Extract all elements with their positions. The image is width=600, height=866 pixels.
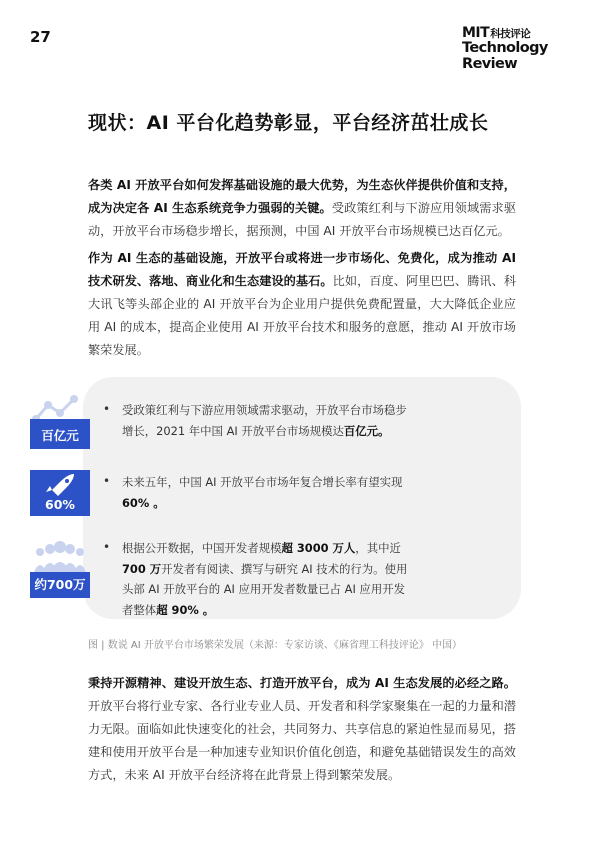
paragraph-1-bold: 各类 AI 开放平台如何发挥基础设施的最大优势，为生态伙伴提供价值和支持，成为决定各 AI 生态系统竞争力强弱的关键。 <box>88 178 516 215</box>
paragraph-3-bold: 秉持开源精神、建设开放生态、打造开放平台，成为 AI 生态发展的必经之路。 <box>88 676 516 690</box>
badge-market-size: 百亿元 <box>30 423 90 449</box>
stat-text-1-bold: 百亿元。 <box>343 423 390 438</box>
stat-text-3-bold-a: 超 3000 万人 <box>281 541 356 555</box>
logo-technology: Technology <box>462 40 548 56</box>
stat-text-3-bold-c: 超 90% 。 <box>156 602 215 617</box>
stat-text-developers <box>122 538 410 620</box>
paragraph-2-text: 比如，百度、阿里巴巴、腾讯、科大讯飞等头部企业的 AI 开放平台为企业用户提供免费配置量，大大降低企业应用 AI 的成本，提高企业使用 AI 开放平台技术和服务的意愿，推动 AI 开放市场繁荣发展。 <box>88 274 517 357</box>
paragraph-2-bold: 作为 AI 生态的基础设施，开放平台或将进一步市场化、免费化，成为推动 AI 技术研发、落地、商业化和生态建设的基石。 <box>88 251 516 288</box>
bullet-2: • <box>103 474 111 488</box>
paragraph-1-text: 受政策红利与下游应用领域需求驱动，开放平台市场稳步增长，据预测，中国 AI 开放平台市场规模已达百亿元。 <box>88 201 517 238</box>
logo-mit: MIT <box>462 25 490 41</box>
bullet-3: • <box>103 540 111 554</box>
stat-text-growth <box>122 472 410 513</box>
stat-text-market-size <box>122 400 410 441</box>
stat-text-2-bold: 60% 。 <box>122 495 165 510</box>
paragraph-3 <box>88 672 516 787</box>
paragraph-2 <box>88 247 516 362</box>
mit-technology-review-logo <box>462 26 552 71</box>
badge-developers: 约700万 <box>30 572 90 598</box>
section-title: 现状：AI 平台化趋势彰显，平台经济茁壮成长 <box>88 112 489 134</box>
stat-text-1a: 受政策红利与下游应用领域需求驱动，开放平台市场稳步增长，2021 年中国 AI 开放平台市场规模达 <box>122 403 407 438</box>
paragraph-3-text: 开放平台将行业专家、各行业专业人员、开发者和科学家聚集在一起的力量和潜力无限。面临如此快速变化的社会，共同努力、共享信息的紧迫性显而易见，搭建和使用开放平台是一种加速专业知识价值化创造，和避免基础错误发生的高效方式，未来 AI 开放平台经济将在此背景上得到繁荣发展。 <box>88 699 516 782</box>
trend-chart-icon <box>30 393 90 423</box>
stat-text-3b: ，其中近 <box>355 541 401 555</box>
stat-text-3a: 根据公开数据，中国开发者规模 <box>122 541 282 555</box>
stat-text-3c: 开发者有阅读、撰写与研究 AI 技术的行为。使用头部 AI 开放平台的 AI 应用开发者数量已占 AI 应用开发者整体 <box>122 561 408 617</box>
stat-text-3-bold-b: 700 万 <box>122 561 162 576</box>
logo-review: Review <box>462 55 518 72</box>
logo-cn: 科技评论 <box>490 28 531 40</box>
badge-growth: 60% <box>30 496 90 516</box>
page-number: 27 <box>30 28 51 46</box>
bullet-1: • <box>103 402 111 416</box>
paragraph-1 <box>88 174 516 243</box>
people-group-icon <box>30 540 90 572</box>
figure-caption: 图 | 数说 AI 开放平台市场繁荣发展（来源：专家访谈、《麻省理工科技评论》 中国） <box>88 640 463 651</box>
stat-text-2a: 未来五年，中国 AI 开放平台市场年复合增长率有望实现 <box>122 475 403 489</box>
rocket-icon <box>30 470 90 496</box>
